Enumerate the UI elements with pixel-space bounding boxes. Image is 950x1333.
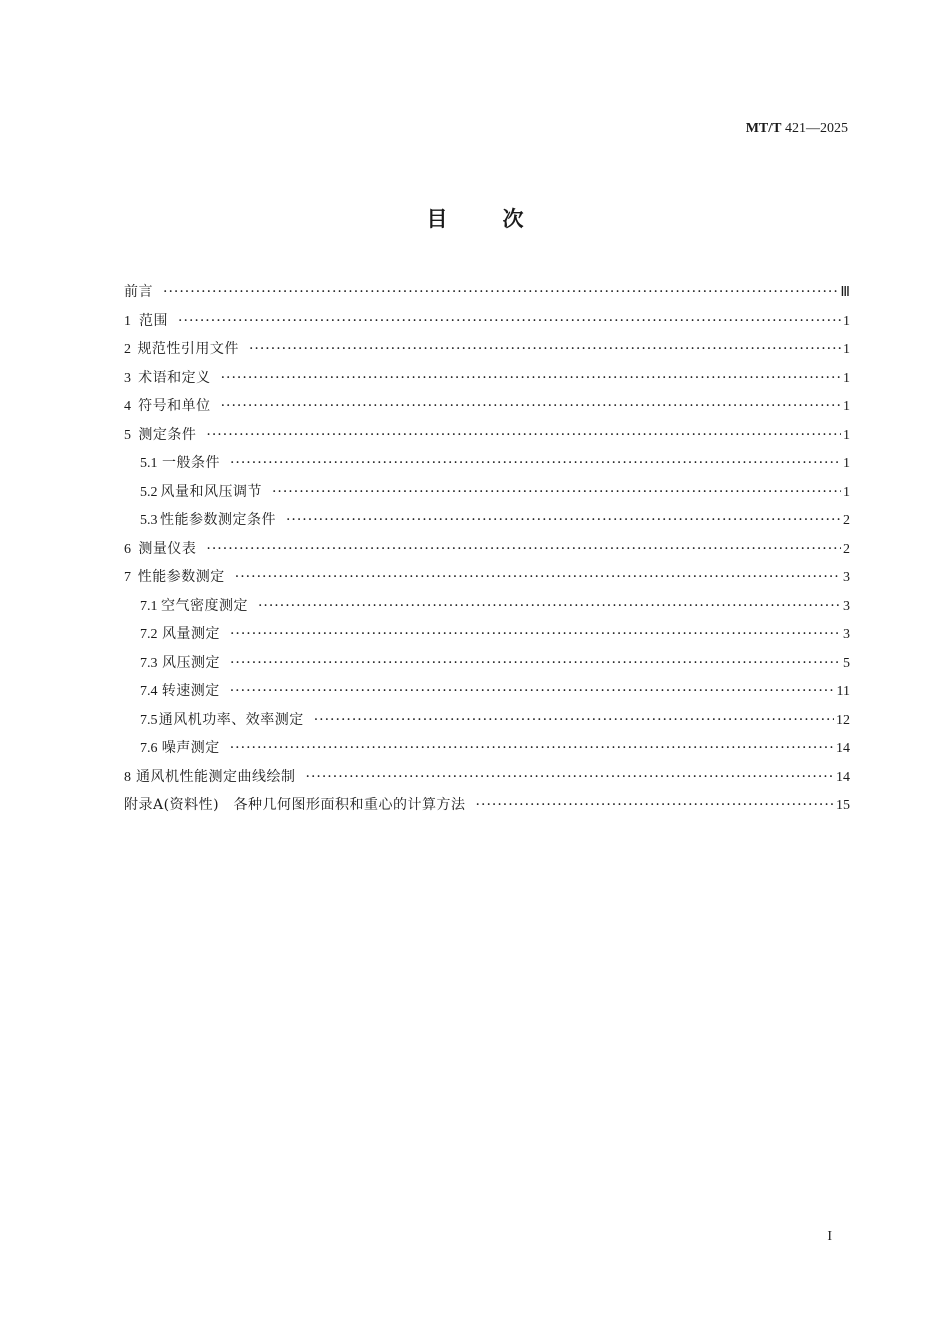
toc-dot-leader — [230, 677, 835, 706]
toc-entry-page: 12 — [836, 712, 850, 728]
toc-entry-page: 3 — [843, 627, 850, 642]
toc-entry-page: 2 — [843, 513, 850, 528]
toc-entry[interactable] — [124, 335, 850, 364]
toc-entry-page: 1 — [843, 342, 850, 357]
toc-entry-label: 风压测定 — [161, 654, 220, 671]
toc-entry-number: 6 — [124, 541, 131, 557]
toc-entry-label: 性能参数测定条件 — [159, 512, 276, 528]
toc-entry-page: 14 — [836, 769, 850, 785]
toc-entry-page: 5 — [843, 655, 850, 671]
toc-entry-page: 1 — [843, 484, 850, 500]
toc-entry[interactable] — [124, 307, 850, 336]
toc-dot-leader — [249, 335, 841, 364]
toc-dot-leader — [230, 734, 834, 763]
toc-entry-number: 7.5 — [140, 712, 158, 728]
toc-entry-page: 11 — [836, 684, 850, 699]
toc-entry-number: 7.3 — [140, 655, 158, 671]
toc-entry-label: 测定条件 — [138, 426, 197, 443]
toc-entry-number: 8 — [124, 769, 131, 785]
toc-entry[interactable] — [124, 506, 850, 535]
toc-entry[interactable] — [124, 592, 850, 621]
document-code-prefix: MT/T — [745, 121, 782, 136]
toc-entry-label: 空气密度测定 — [160, 597, 248, 614]
toc-entry[interactable] — [124, 449, 850, 478]
toc-entry-label: 测量仪表 — [138, 540, 197, 557]
toc-entry-number: 7.2 — [140, 627, 158, 642]
toc-entry[interactable] — [124, 392, 850, 421]
toc-entry[interactable] — [124, 677, 850, 706]
toc-dot-leader — [221, 364, 841, 393]
toc-dot-leader — [206, 535, 841, 564]
toc-dot-leader — [286, 506, 841, 535]
toc-entry-number: 7 — [124, 570, 131, 585]
toc-entry-page: 1 — [843, 456, 850, 471]
toc-entry[interactable] — [124, 706, 850, 735]
toc-entry-page: 2 — [843, 541, 850, 557]
toc-dot-leader — [306, 763, 835, 792]
toc-dot-leader — [230, 620, 841, 649]
toc-entry-page: 14 — [836, 741, 850, 756]
toc-entry-page: 3 — [843, 570, 850, 585]
toc-entry-number: 5 — [124, 427, 131, 443]
toc-entry-number: 5.1 — [140, 456, 158, 471]
toc-entry[interactable] — [124, 620, 850, 649]
toc-entry[interactable] — [124, 763, 850, 792]
toc-dot-leader — [163, 278, 838, 307]
toc-entry-label: 前言 — [124, 284, 153, 300]
toc-entry-number: 5.2 — [140, 484, 158, 500]
toc-entry-number: 4 — [124, 399, 131, 414]
toc-entry-label: 风量测定 — [161, 626, 220, 642]
toc-dot-leader — [272, 478, 841, 507]
toc-dot-leader — [178, 307, 841, 336]
toc-entry-page: 15 — [836, 798, 850, 813]
toc-dot-leader — [206, 421, 841, 450]
toc-entry-label: 一般条件 — [161, 455, 220, 471]
toc-entry-label: 规范性引用文件 — [137, 341, 239, 357]
toc-entry[interactable] — [124, 364, 850, 393]
toc-entry[interactable] — [124, 278, 850, 307]
toc-entry-page: 1 — [843, 370, 850, 386]
toc-entry-label: 附录A(资料性) 各种几何图形面积和重心的计算方法 — [124, 797, 466, 813]
toc-list — [124, 278, 850, 820]
toc-entry-label: 通风机性能测定曲线绘制 — [136, 768, 296, 785]
toc-entry-number: 2 — [124, 342, 131, 357]
toc-entry-page: 1 — [843, 313, 850, 329]
toc-dot-leader — [235, 563, 841, 592]
toc-entry-number: 1 — [124, 313, 131, 329]
toc-entry[interactable] — [124, 649, 850, 678]
toc-entry-number: 7.4 — [140, 684, 158, 699]
toc-entry-number: 7.6 — [140, 741, 158, 756]
toc-dot-leader — [258, 592, 841, 621]
toc-entry[interactable] — [124, 791, 850, 820]
toc-entry-label: 符号和单位 — [138, 398, 211, 414]
document-code-number: 421—2025 — [785, 121, 848, 136]
toc-entry-page: 3 — [843, 598, 850, 614]
toc-entry[interactable] — [124, 535, 850, 564]
toc-dot-leader — [230, 449, 841, 478]
toc-entry[interactable] — [124, 478, 850, 507]
toc-entry-label: 性能参数测定 — [137, 569, 225, 585]
toc-entry[interactable] — [124, 734, 850, 763]
toc-entry-label: 噪声测定 — [161, 740, 220, 756]
toc-dot-leader — [314, 706, 834, 735]
toc-entry-label: 术语和定义 — [138, 369, 211, 386]
toc-entry-label: 转速测定 — [161, 683, 220, 699]
toc-entry-number: 7.1 — [140, 598, 158, 614]
toc-entry-number: 5.3 — [140, 513, 158, 528]
toc-entry-page: 1 — [843, 399, 850, 414]
toc-entry[interactable] — [124, 421, 850, 450]
toc-entry-label: 风量和风压调节 — [160, 483, 262, 500]
toc-title: 目次 — [426, 207, 579, 231]
toc-entry-page: Ⅲ — [840, 285, 850, 300]
toc-entry[interactable] — [124, 563, 850, 592]
toc-dot-leader — [221, 392, 841, 421]
toc-dot-leader — [230, 649, 841, 678]
toc-entry-label: 通风机功率、效率测定 — [158, 711, 304, 728]
document-code — [746, 121, 848, 137]
toc-entry-number: 3 — [124, 370, 131, 386]
toc-dot-leader — [476, 791, 834, 820]
toc-entry-label: 范围 — [139, 312, 169, 329]
page-number: I — [827, 1229, 832, 1244]
toc-entry-page: 1 — [843, 427, 850, 443]
